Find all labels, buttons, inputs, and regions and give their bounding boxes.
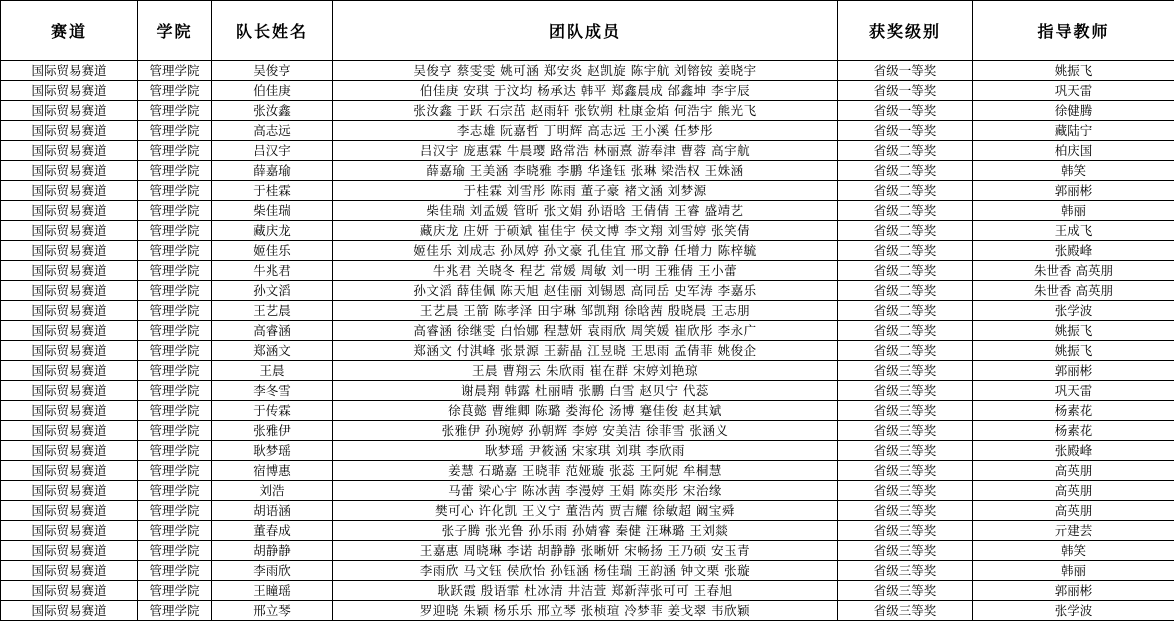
cell-members: 薛嘉瑜 王美涵 李晓雅 李鹏 华逢钰 张琳 梁浩权 王姝涵: [333, 161, 838, 181]
cell-track: 国际贸易赛道: [1, 181, 138, 201]
cell-college: 管理学院: [138, 281, 212, 301]
cell-track: 国际贸易赛道: [1, 541, 138, 561]
cell-track: 国际贸易赛道: [1, 61, 138, 81]
cell-college: 管理学院: [138, 521, 212, 541]
cell-teacher: 王成飞: [973, 221, 1174, 241]
cell-teacher: 张殿峰: [973, 441, 1174, 461]
cell-captain: 王晨: [212, 361, 333, 381]
cell-track: 国际贸易赛道: [1, 581, 138, 601]
cell-captain: 柴佳瑞: [212, 201, 333, 221]
table-row: [1, 121, 1174, 141]
cell-college: 管理学院: [138, 161, 212, 181]
cell-teacher: 徐健腾: [973, 101, 1174, 121]
cell-college: 管理学院: [138, 501, 212, 521]
cell-college: 管理学院: [138, 301, 212, 321]
cell-track: 国际贸易赛道: [1, 341, 138, 361]
cell-college: 管理学院: [138, 561, 212, 581]
cell-teacher: 张殿峰: [973, 241, 1174, 261]
cell-captain: 李雨欣: [212, 561, 333, 581]
cell-track: 国际贸易赛道: [1, 561, 138, 581]
cell-track: 国际贸易赛道: [1, 381, 138, 401]
cell-award: 省级三等奖: [838, 481, 973, 501]
cell-college: 管理学院: [138, 581, 212, 601]
cell-college: 管理学院: [138, 601, 212, 621]
table-row: [1, 181, 1174, 201]
cell-teacher: 杨素花: [973, 401, 1174, 421]
cell-teacher: 郭丽彬: [973, 581, 1174, 601]
cell-captain: 姬佳乐: [212, 241, 333, 261]
table-row: [1, 581, 1174, 601]
cell-track: 国际贸易赛道: [1, 521, 138, 541]
header-college: 学院: [138, 1, 212, 61]
table-row: [1, 501, 1174, 521]
cell-college: 管理学院: [138, 401, 212, 421]
cell-track: 国际贸易赛道: [1, 121, 138, 141]
table-row: [1, 341, 1174, 361]
cell-captain: 宿博惠: [212, 461, 333, 481]
cell-award: 省级三等奖: [838, 521, 973, 541]
cell-track: 国际贸易赛道: [1, 461, 138, 481]
cell-members: 马蕾 梁心宇 陈冰茜 李漫婷 王娟 陈奕彤 宋治缘: [333, 481, 838, 501]
cell-teacher: 高英朋: [973, 501, 1174, 521]
table-row: [1, 461, 1174, 481]
cell-college: 管理学院: [138, 441, 212, 461]
cell-college: 管理学院: [138, 101, 212, 121]
cell-college: 管理学院: [138, 481, 212, 501]
cell-college: 管理学院: [138, 421, 212, 441]
cell-teacher: 高英朋: [973, 461, 1174, 481]
cell-award: 省级三等奖: [838, 601, 973, 621]
cell-track: 国际贸易赛道: [1, 221, 138, 241]
table-row: [1, 421, 1174, 441]
cell-track: 国际贸易赛道: [1, 201, 138, 221]
cell-track: 国际贸易赛道: [1, 301, 138, 321]
cell-captain: 刘浩: [212, 481, 333, 501]
cell-college: 管理学院: [138, 201, 212, 221]
header-members: 团队成员: [333, 1, 838, 61]
cell-members: 李志雄 阮嘉哲 丁明辉 高志远 王小溪 任梦彤: [333, 121, 838, 141]
cell-award: 省级三等奖: [838, 541, 973, 561]
cell-college: 管理学院: [138, 81, 212, 101]
cell-track: 国际贸易赛道: [1, 161, 138, 181]
cell-award: 省级三等奖: [838, 421, 973, 441]
table-row: [1, 241, 1174, 261]
cell-award: 省级二等奖: [838, 141, 973, 161]
cell-captain: 张雅伊: [212, 421, 333, 441]
table-row: [1, 601, 1174, 621]
cell-teacher: 韩丽: [973, 561, 1174, 581]
cell-captain: 孙文滔: [212, 281, 333, 301]
cell-award: 省级三等奖: [838, 441, 973, 461]
cell-college: 管理学院: [138, 181, 212, 201]
cell-captain: 高睿涵: [212, 321, 333, 341]
cell-award: 省级一等奖: [838, 81, 973, 101]
cell-teacher: 郭丽彬: [973, 361, 1174, 381]
cell-teacher: 郭丽彬: [973, 181, 1174, 201]
cell-captain: 于桂霖: [212, 181, 333, 201]
table-row: [1, 441, 1174, 461]
header-captain: 队长姓名: [212, 1, 333, 61]
cell-award: 省级二等奖: [838, 341, 973, 361]
cell-captain: 牛兆君: [212, 261, 333, 281]
cell-teacher: 巩天雷: [973, 381, 1174, 401]
table-row: [1, 521, 1174, 541]
cell-college: 管理学院: [138, 221, 212, 241]
cell-award: 省级二等奖: [838, 301, 973, 321]
cell-college: 管理学院: [138, 241, 212, 261]
cell-members: 王嘉惠 周晓琳 李诺 胡静静 张晰妍 宋畅扬 王乃硕 安玉青: [333, 541, 838, 561]
cell-teacher: 韩丽: [973, 201, 1174, 221]
table-row: [1, 141, 1174, 161]
cell-teacher: 藏陆宁: [973, 121, 1174, 141]
cell-members: 樊可心 许化凯 王义宁 董浩芮 贾吉耀 徐敏超 阚宝舜: [333, 501, 838, 521]
cell-track: 国际贸易赛道: [1, 101, 138, 121]
cell-college: 管理学院: [138, 361, 212, 381]
cell-members: 王晨 曹翔云 朱欣雨 崔在群 宋婷刘艳琼: [333, 361, 838, 381]
table-row: [1, 561, 1174, 581]
table-row: [1, 281, 1174, 301]
cell-captain: 王瞳瑶: [212, 581, 333, 601]
cell-track: 国际贸易赛道: [1, 261, 138, 281]
table-row: [1, 101, 1174, 121]
table-row: [1, 61, 1174, 81]
cell-award: 省级三等奖: [838, 361, 973, 381]
cell-award: 省级三等奖: [838, 381, 973, 401]
cell-members: 高睿涵 徐继雯 白怡娜 程慧妍 袁雨欣 周笑媛 崔欣彤 李永广: [333, 321, 838, 341]
cell-members: 徐茛懿 曹维卿 陈璐 娄海伦 汤博 蹇佳俊 赵其斌: [333, 401, 838, 421]
cell-track: 国际贸易赛道: [1, 361, 138, 381]
cell-members: 谢晨翔 韩露 杜丽晴 张鹏 白雪 赵贝宁 代蕊: [333, 381, 838, 401]
cell-track: 国际贸易赛道: [1, 241, 138, 261]
table-row: [1, 481, 1174, 501]
cell-captain: 耿梦瑶: [212, 441, 333, 461]
cell-track: 国际贸易赛道: [1, 601, 138, 621]
cell-members: 柴佳瑞 刘孟媛 管昕 张文娟 孙语晗 王倩倩 王睿 盛靖艺: [333, 201, 838, 221]
cell-members: 藏庆龙 庄妍 于硕斌 崔佳宇 侯文博 李文翔 刘雪婷 张笑倩: [333, 221, 838, 241]
cell-track: 国际贸易赛道: [1, 81, 138, 101]
cell-track: 国际贸易赛道: [1, 281, 138, 301]
cell-award: 省级二等奖: [838, 281, 973, 301]
cell-teacher: 韩笑: [973, 161, 1174, 181]
cell-track: 国际贸易赛道: [1, 401, 138, 421]
table-row: [1, 221, 1174, 241]
cell-members: 耿跃霞 殷语霏 杜冰清 井洁萱 郑新萍张可可 王春旭: [333, 581, 838, 601]
cell-members: 姬佳乐 刘成志 孙凤婷 孙文豪 孔佳宜 邢文静 任增力 陈梓毓: [333, 241, 838, 261]
cell-captain: 董春成: [212, 521, 333, 541]
cell-members: 耿梦瑶 尹筱涵 宋家琪 刘琪 李欣雨: [333, 441, 838, 461]
cell-teacher: 亓建芸: [973, 521, 1174, 541]
cell-award: 省级三等奖: [838, 461, 973, 481]
cell-teacher: 张学波: [973, 601, 1174, 621]
table-row: [1, 401, 1174, 421]
table-row: [1, 541, 1174, 561]
cell-captain: 吴俊亨: [212, 61, 333, 81]
cell-captain: 高志远: [212, 121, 333, 141]
table-body: [1, 61, 1174, 621]
cell-award: 省级一等奖: [838, 101, 973, 121]
header-row: [1, 1, 1174, 61]
cell-college: 管理学院: [138, 461, 212, 481]
cell-college: 管理学院: [138, 341, 212, 361]
cell-captain: 藏庆龙: [212, 221, 333, 241]
cell-captain: 李冬雪: [212, 381, 333, 401]
cell-captain: 邢立琴: [212, 601, 333, 621]
cell-award: 省级二等奖: [838, 261, 973, 281]
cell-award: 省级三等奖: [838, 561, 973, 581]
cell-members: 孙文滔 薛佳佩 陈天旭 赵佳丽 刘锡恩 高同岳 史军涛 李嘉乐: [333, 281, 838, 301]
cell-members: 吴俊亨 蔡雯雯 姚可涵 郑安炎 赵凯旋 陈宇航 刘镕铵 姜晓宇: [333, 61, 838, 81]
cell-members: 李雨欣 马文钰 侯欣怡 孙钰涵 杨佳瑞 王韵涵 钟文栗 张璇: [333, 561, 838, 581]
cell-teacher: 朱世香 高英朋: [973, 281, 1174, 301]
cell-teacher: 姚振飞: [973, 341, 1174, 361]
cell-members: 伯佳庚 安琪 于汶均 杨承达 韩平 郑鑫晨成 邰鑫坤 李宇辰: [333, 81, 838, 101]
cell-members: 吕汉宇 庞惠霖 牛晨璎 路常浩 林丽熹 游奉津 曹蓉 高宇航: [333, 141, 838, 161]
table-row: [1, 161, 1174, 181]
cell-award: 省级二等奖: [838, 161, 973, 181]
cell-members: 于桂霖 刘雪彤 陈雨 董子豪 褚文涵 刘梦源: [333, 181, 838, 201]
cell-college: 管理学院: [138, 141, 212, 161]
table-row: [1, 321, 1174, 341]
cell-teacher: 柏庆国: [973, 141, 1174, 161]
table-row: [1, 261, 1174, 281]
table-row: [1, 201, 1174, 221]
cell-award: 省级一等奖: [838, 121, 973, 141]
cell-captain: 张汝鑫: [212, 101, 333, 121]
table-row: [1, 361, 1174, 381]
cell-captain: 胡静静: [212, 541, 333, 561]
header-award: 获奖级别: [838, 1, 973, 61]
cell-captain: 于传霖: [212, 401, 333, 421]
table-row: [1, 381, 1174, 401]
cell-award: 省级三等奖: [838, 501, 973, 521]
cell-track: 国际贸易赛道: [1, 481, 138, 501]
cell-college: 管理学院: [138, 121, 212, 141]
cell-award: 省级二等奖: [838, 221, 973, 241]
cell-award: 省级二等奖: [838, 201, 973, 221]
cell-track: 国际贸易赛道: [1, 421, 138, 441]
cell-teacher: 杨素花: [973, 421, 1174, 441]
cell-college: 管理学院: [138, 381, 212, 401]
cell-teacher: 张学波: [973, 301, 1174, 321]
cell-award: 省级三等奖: [838, 581, 973, 601]
cell-members: 姜慧 石璐嘉 王晓菲 范娅璇 张蕊 王阿妮 牟桐慧: [333, 461, 838, 481]
cell-college: 管理学院: [138, 321, 212, 341]
cell-teacher: 巩天雷: [973, 81, 1174, 101]
cell-captain: 郑涵文: [212, 341, 333, 361]
cell-track: 国际贸易赛道: [1, 501, 138, 521]
table-row: [1, 301, 1174, 321]
table-header: [1, 1, 1174, 61]
cell-teacher: 高英朋: [973, 481, 1174, 501]
cell-members: 张子腾 张光鲁 孙乐雨 孙婧睿 秦健 汪琳璐 王刘燚: [333, 521, 838, 541]
cell-track: 国际贸易赛道: [1, 321, 138, 341]
cell-college: 管理学院: [138, 261, 212, 281]
cell-captain: 王艺晨: [212, 301, 333, 321]
cell-members: 郑涵文 付淇峰 张景源 王薪晶 江昱晓 王思雨 孟倩菲 姚俊企: [333, 341, 838, 361]
cell-college: 管理学院: [138, 541, 212, 561]
cell-members: 张汝鑫 于跃 石宗茁 赵雨轩 张钦朔 杜康金焰 何浩宇 熊光飞: [333, 101, 838, 121]
cell-track: 国际贸易赛道: [1, 441, 138, 461]
cell-members: 王艺晨 王箭 陈孝泽 田宇琳 邹凯翔 徐晗茜 殷晓晨 王志朋: [333, 301, 838, 321]
cell-award: 省级二等奖: [838, 321, 973, 341]
cell-award: 省级二等奖: [838, 241, 973, 261]
cell-award: 省级一等奖: [838, 61, 973, 81]
cell-members: 牛兆君 关晓冬 程艺 常媛 周敏 刘一明 王雅倩 王小蕾: [333, 261, 838, 281]
cell-award: 省级二等奖: [838, 181, 973, 201]
header-track: 赛道: [1, 1, 138, 61]
cell-captain: 吕汉宇: [212, 141, 333, 161]
cell-teacher: 朱世香 高英朋: [973, 261, 1174, 281]
table-row: [1, 81, 1174, 101]
cell-award: 省级三等奖: [838, 401, 973, 421]
cell-captain: 伯佳庚: [212, 81, 333, 101]
header-teacher: 指导教师: [973, 1, 1174, 61]
cell-teacher: 韩笑: [973, 541, 1174, 561]
cell-track: 国际贸易赛道: [1, 141, 138, 161]
cell-teacher: 姚振飞: [973, 321, 1174, 341]
cell-members: 张雅伊 孙琬婷 孙朝辉 李婷 安美洁 徐菲雪 张涵义: [333, 421, 838, 441]
cell-teacher: 姚振飞: [973, 61, 1174, 81]
cell-captain: 薛嘉瑜: [212, 161, 333, 181]
cell-members: 罗迎晓 朱颖 杨乐乐 邢立琴 张桢瑄 冷梦菲 姜戈翠 韦欣颖: [333, 601, 838, 621]
cell-captain: 胡语涵: [212, 501, 333, 521]
cell-college: 管理学院: [138, 61, 212, 81]
